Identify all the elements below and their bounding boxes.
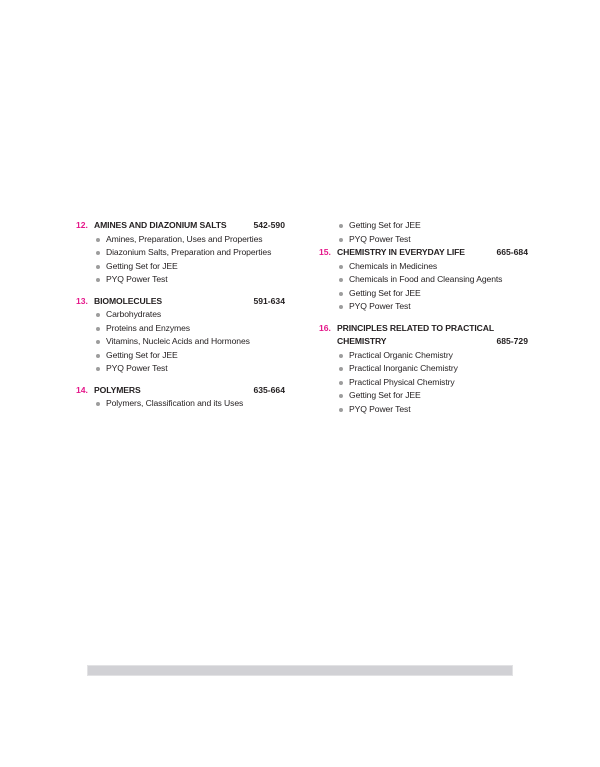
footer-bar bbox=[87, 665, 513, 676]
topic-list bbox=[319, 219, 531, 246]
topic-item[interactable] bbox=[96, 335, 288, 349]
chapter-14 bbox=[76, 384, 288, 411]
spacer bbox=[76, 376, 288, 384]
bullet-icon bbox=[96, 327, 100, 331]
bullet-icon bbox=[96, 251, 100, 255]
topic-item[interactable] bbox=[339, 389, 531, 403]
chapter-title: POLYMERS bbox=[94, 384, 141, 395]
topic-item[interactable] bbox=[339, 403, 531, 417]
bullet-icon bbox=[339, 265, 343, 269]
chapter-title: CHEMISTRY IN EVERYDAY LIFE bbox=[337, 247, 465, 257]
chapter-title: AMINES AND DIAZONIUM SALTS bbox=[94, 220, 227, 230]
topic-label: Diazonium Salts, Preparation and Properties bbox=[106, 247, 272, 257]
topic-item[interactable] bbox=[339, 376, 531, 390]
chapter-heading[interactable] bbox=[76, 295, 288, 309]
topic-list bbox=[76, 397, 288, 411]
topic-item[interactable] bbox=[96, 233, 288, 247]
topic-item[interactable] bbox=[96, 273, 288, 287]
topic-label: Practical Physical Chemistry bbox=[349, 376, 455, 387]
chapter-heading[interactable] bbox=[76, 219, 288, 233]
chapter-pages: 591-634 bbox=[253, 295, 285, 306]
topic-label: Carbohydrates bbox=[106, 309, 162, 319]
bullet-icon bbox=[339, 408, 343, 412]
bullet-icon bbox=[339, 292, 343, 296]
topic-label: PYQ Power Test bbox=[349, 301, 411, 311]
topic-label: Amines, Preparation, Uses and Properties bbox=[106, 233, 263, 244]
topic-list bbox=[76, 233, 288, 287]
topic-item[interactable] bbox=[96, 349, 288, 363]
bullet-icon bbox=[339, 224, 343, 228]
chapter-title: BIOMOLECULES bbox=[94, 295, 163, 306]
topic-label: Practical Inorganic Chemistry bbox=[349, 363, 458, 373]
topic-item[interactable] bbox=[96, 308, 288, 322]
bullet-icon bbox=[96, 367, 100, 371]
topic-label: Getting Set for JEE bbox=[349, 390, 421, 400]
chapter-13 bbox=[76, 295, 288, 376]
topic-label: Proteins and Enzymes bbox=[106, 322, 190, 333]
chapter-pages: 665-684 bbox=[496, 247, 528, 257]
chapter-number: 14. bbox=[76, 384, 88, 395]
bullet-icon bbox=[96, 278, 100, 282]
chapter-number: 16. bbox=[319, 322, 331, 333]
toc-right-column bbox=[319, 219, 531, 416]
topic-item[interactable] bbox=[339, 233, 531, 247]
topic-item[interactable] bbox=[96, 246, 288, 260]
topic-label: Practical Organic Chemistry bbox=[349, 349, 453, 360]
bullet-icon bbox=[96, 265, 100, 269]
toc-left-column bbox=[76, 219, 288, 411]
bullet-icon bbox=[96, 354, 100, 358]
bullet-icon bbox=[339, 354, 343, 358]
topic-list bbox=[319, 260, 531, 314]
bullet-icon bbox=[96, 340, 100, 344]
topic-item[interactable] bbox=[339, 219, 531, 233]
topic-list bbox=[319, 349, 531, 417]
chapter-heading[interactable] bbox=[319, 322, 531, 349]
topic-item[interactable] bbox=[96, 322, 288, 336]
topic-label: Getting Set for JEE bbox=[106, 260, 178, 271]
topic-item[interactable] bbox=[96, 362, 288, 376]
bullet-icon bbox=[339, 278, 343, 282]
bullet-icon bbox=[339, 394, 343, 398]
spacer bbox=[319, 314, 531, 322]
topic-label: PYQ Power Test bbox=[349, 233, 411, 244]
topic-item[interactable] bbox=[96, 260, 288, 274]
topic-item[interactable] bbox=[339, 287, 531, 301]
topic-label: PYQ Power Test bbox=[106, 274, 168, 284]
chapter-12 bbox=[76, 219, 288, 287]
chapter-heading[interactable] bbox=[319, 246, 531, 260]
chapter-heading[interactable] bbox=[76, 384, 288, 398]
topic-label: PYQ Power Test bbox=[349, 403, 411, 414]
topic-label: Getting Set for JEE bbox=[349, 220, 421, 230]
bullet-icon bbox=[96, 402, 100, 406]
chapter-number: 15. bbox=[319, 247, 331, 257]
chapter-number: 13. bbox=[76, 295, 88, 306]
chapter-title-line-2: CHEMISTRY bbox=[337, 336, 387, 346]
topic-label: Polymers, Classification and its Uses bbox=[106, 398, 244, 408]
topic-label: Chemicals in Food and Cleansing Agents bbox=[349, 274, 503, 284]
topic-item[interactable] bbox=[339, 300, 531, 314]
bullet-icon bbox=[339, 367, 343, 371]
chapter-16 bbox=[319, 322, 531, 417]
spacer bbox=[76, 287, 288, 295]
chapter-number: 12. bbox=[76, 220, 88, 230]
chapter-pages: 542-590 bbox=[253, 220, 285, 230]
topic-item[interactable] bbox=[96, 397, 288, 411]
topic-label: Chemicals in Medicines bbox=[349, 260, 438, 271]
chapter-14-continued bbox=[319, 219, 531, 246]
bullet-icon bbox=[339, 381, 343, 385]
chapter-pages: 635-664 bbox=[253, 384, 285, 395]
chapter-title-line-1: PRINCIPLES RELATED TO PRACTICAL bbox=[337, 322, 495, 333]
topic-label: Getting Set for JEE bbox=[349, 287, 421, 298]
bullet-icon bbox=[339, 238, 343, 242]
topic-item[interactable] bbox=[339, 260, 531, 274]
topic-item[interactable] bbox=[339, 349, 531, 363]
topic-list bbox=[76, 308, 288, 376]
topic-label: PYQ Power Test bbox=[106, 363, 168, 373]
chapter-15 bbox=[319, 246, 531, 314]
topic-label: Getting Set for JEE bbox=[106, 349, 178, 360]
topic-label: Vitamins, Nucleic Acids and Hormones bbox=[106, 336, 250, 346]
bullet-icon bbox=[96, 238, 100, 242]
chapter-pages: 685-729 bbox=[496, 336, 528, 346]
bullet-icon bbox=[96, 313, 100, 317]
topic-item[interactable] bbox=[339, 273, 531, 287]
topic-item[interactable] bbox=[339, 362, 531, 376]
bullet-icon bbox=[339, 305, 343, 309]
